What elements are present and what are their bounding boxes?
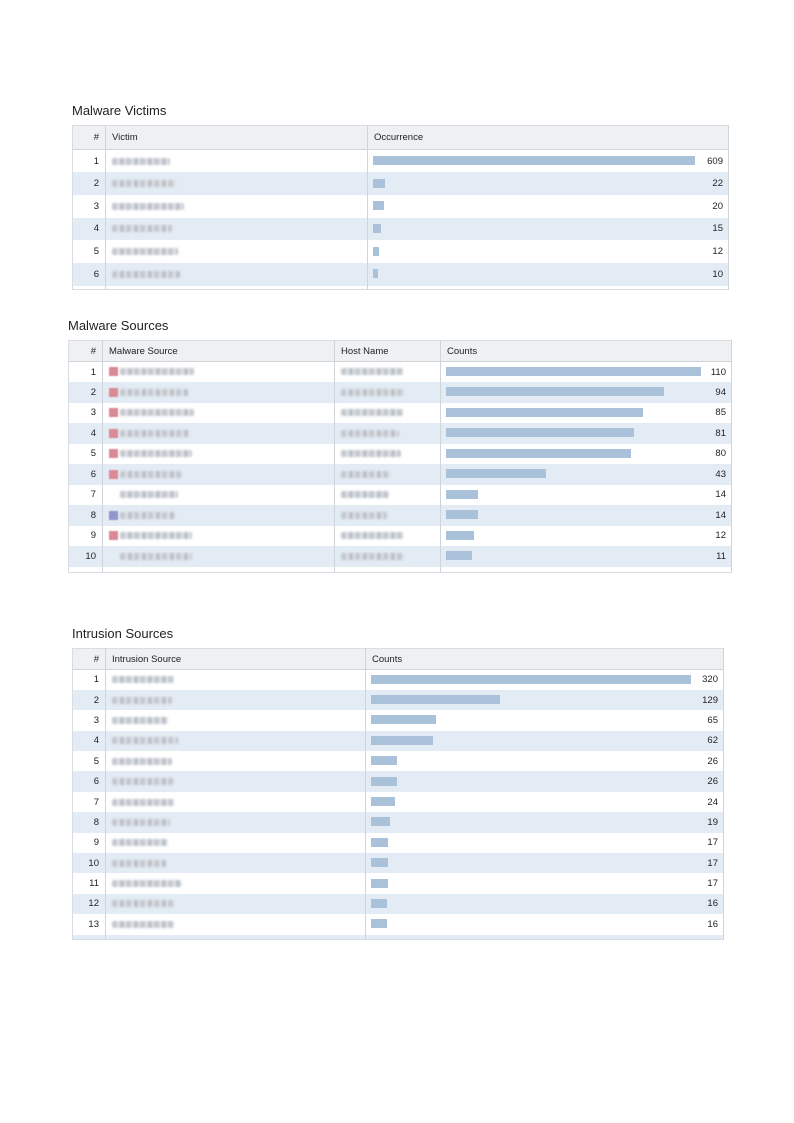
malware-source-cell[interactable] xyxy=(103,464,335,485)
count-cell xyxy=(366,751,724,771)
redacted-text xyxy=(120,532,192,539)
count-value: 12 xyxy=(712,246,723,258)
row-index: 8 xyxy=(69,505,103,526)
host-name-cell[interactable] xyxy=(335,505,441,526)
count-bar xyxy=(446,469,546,478)
column-header-victim[interactable]: Victim xyxy=(106,126,368,150)
redacted-text xyxy=(341,450,401,457)
redacted-text xyxy=(112,697,172,704)
count-cell xyxy=(366,792,724,812)
count-bar xyxy=(446,387,664,396)
redacted-text xyxy=(341,409,403,416)
redacted-text xyxy=(112,180,176,187)
column-header-index[interactable]: # xyxy=(69,341,103,362)
row-index: 11 xyxy=(73,873,106,893)
host-name-cell[interactable] xyxy=(335,382,441,403)
victim-cell[interactable] xyxy=(106,263,368,286)
victim-cell[interactable] xyxy=(106,150,368,173)
intrusion-source-cell[interactable] xyxy=(106,751,366,771)
row-index: 5 xyxy=(73,751,106,771)
count-value: 17 xyxy=(707,878,718,890)
count-bar xyxy=(373,224,381,233)
row-index: 6 xyxy=(73,263,106,286)
count-cell xyxy=(441,464,732,485)
table-row[interactable] xyxy=(69,444,732,465)
table-row[interactable] xyxy=(69,526,732,547)
redacted-text xyxy=(112,921,174,928)
count-cell xyxy=(441,362,732,383)
column-header-intrusion-source[interactable]: Intrusion Source xyxy=(106,649,366,670)
row-index: 10 xyxy=(69,546,103,567)
count-cell xyxy=(441,423,732,444)
redacted-text xyxy=(112,778,174,785)
count-bar xyxy=(373,156,695,165)
count-value: 20 xyxy=(712,200,723,212)
count-cell xyxy=(366,853,724,873)
host-name-cell[interactable] xyxy=(335,464,441,485)
column-header-index[interactable]: # xyxy=(73,126,106,150)
count-bar xyxy=(371,858,388,867)
host-name-cell[interactable] xyxy=(335,546,441,567)
row-index: 13 xyxy=(73,914,106,934)
intrusion-source-cell[interactable] xyxy=(106,873,366,893)
count-bar xyxy=(371,899,387,908)
redacted-text xyxy=(112,860,166,867)
table-row[interactable] xyxy=(73,690,724,710)
table-row[interactable] xyxy=(73,853,724,873)
malware-source-cell[interactable] xyxy=(103,362,335,383)
intrusion-source-cell[interactable] xyxy=(106,731,366,751)
count-cell xyxy=(441,505,732,526)
intrusion-source-cell[interactable] xyxy=(106,894,366,914)
redacted-text xyxy=(120,368,194,375)
count-cell xyxy=(441,444,732,465)
table-row[interactable] xyxy=(73,894,724,914)
redacted-text xyxy=(341,389,405,396)
intrusion-source-cell[interactable] xyxy=(106,690,366,710)
redacted-text xyxy=(120,471,182,478)
row-index: 2 xyxy=(73,172,106,195)
count-value: 129 xyxy=(702,694,718,706)
row-index: 10 xyxy=(73,853,106,873)
table-row[interactable] xyxy=(73,731,724,751)
redacted-text xyxy=(120,450,192,457)
table-row[interactable] xyxy=(69,485,732,506)
intrusion-source-cell[interactable] xyxy=(106,914,366,934)
table-row[interactable] xyxy=(73,172,729,195)
count-bar xyxy=(371,919,387,928)
table-row[interactable] xyxy=(69,464,732,485)
country-flag-icon xyxy=(109,408,118,417)
count-cell xyxy=(441,403,732,424)
count-value: 26 xyxy=(707,776,718,788)
count-value: 16 xyxy=(707,898,718,910)
redacted-text xyxy=(120,512,176,519)
host-name-cell[interactable] xyxy=(335,526,441,547)
malware-sources-table xyxy=(68,340,732,573)
table-row[interactable] xyxy=(73,751,724,771)
intrusion-source-cell[interactable] xyxy=(106,670,366,690)
table-row[interactable] xyxy=(73,833,724,853)
row-index: 1 xyxy=(69,362,103,383)
row-index: 8 xyxy=(73,812,106,832)
count-bar xyxy=(446,490,478,499)
count-bar xyxy=(371,736,433,745)
column-header-counts[interactable]: Counts xyxy=(366,649,724,670)
row-index: 7 xyxy=(69,485,103,506)
row-index: 2 xyxy=(73,690,106,710)
malware-source-cell[interactable] xyxy=(103,382,335,403)
count-cell xyxy=(441,546,732,567)
redacted-text xyxy=(341,553,403,560)
row-index: 2 xyxy=(69,382,103,403)
row-index: 5 xyxy=(73,240,106,263)
count-cell xyxy=(366,873,724,893)
count-bar xyxy=(446,367,701,376)
truncated-row xyxy=(69,567,732,573)
table-row[interactable] xyxy=(73,670,724,690)
count-cell xyxy=(366,894,724,914)
count-value: 11 xyxy=(716,550,726,562)
count-cell xyxy=(441,485,732,506)
count-bar xyxy=(446,408,643,417)
redacted-text xyxy=(112,799,174,806)
table-row[interactable] xyxy=(69,403,732,424)
count-bar xyxy=(371,817,390,826)
table-row[interactable] xyxy=(69,546,732,567)
column-header-malware-source[interactable]: Malware Source xyxy=(103,341,335,362)
column-header-counts[interactable]: Counts xyxy=(441,341,732,362)
redacted-text xyxy=(112,880,182,887)
table-row[interactable] xyxy=(73,195,729,218)
count-cell xyxy=(366,710,724,730)
count-bar xyxy=(373,201,384,210)
count-cell xyxy=(368,240,729,263)
redacted-text xyxy=(112,271,180,278)
malware-source-cell[interactable] xyxy=(103,403,335,424)
count-cell xyxy=(441,526,732,547)
malware-victims-table xyxy=(72,125,729,290)
count-value: 320 xyxy=(702,674,718,686)
count-value: 17 xyxy=(707,837,718,849)
row-index: 6 xyxy=(73,771,106,791)
count-value: 19 xyxy=(707,816,718,828)
count-value: 24 xyxy=(707,796,718,808)
redacted-text xyxy=(341,471,391,478)
malware-source-cell[interactable] xyxy=(103,546,335,567)
count-cell xyxy=(368,150,729,173)
table-row[interactable] xyxy=(73,873,724,893)
count-value: 80 xyxy=(715,448,726,460)
country-flag-icon xyxy=(109,367,118,376)
count-bar xyxy=(371,838,388,847)
country-flag-icon xyxy=(109,511,118,520)
count-bar xyxy=(371,756,397,765)
count-cell xyxy=(368,263,729,286)
host-name-cell[interactable] xyxy=(335,362,441,383)
intrusion-source-cell[interactable] xyxy=(106,812,366,832)
country-flag-icon xyxy=(109,449,118,458)
redacted-text xyxy=(120,389,188,396)
host-name-cell[interactable] xyxy=(335,423,441,444)
victim-cell[interactable] xyxy=(106,172,368,195)
count-bar xyxy=(371,675,691,684)
count-bar xyxy=(373,247,379,256)
row-index: 1 xyxy=(73,150,106,173)
redacted-text xyxy=(120,430,190,437)
victim-cell[interactable] xyxy=(106,218,368,241)
malware-source-cell[interactable] xyxy=(103,526,335,547)
table-row[interactable] xyxy=(73,914,724,934)
redacted-text xyxy=(112,158,170,165)
intrusion-source-cell[interactable] xyxy=(106,833,366,853)
redacted-text xyxy=(112,248,178,255)
count-value: 43 xyxy=(715,468,726,480)
redacted-text xyxy=(120,553,192,560)
country-flag-icon xyxy=(109,552,118,561)
row-index: 3 xyxy=(73,710,106,730)
count-bar xyxy=(371,797,395,806)
intrusion-source-cell[interactable] xyxy=(106,771,366,791)
table-row[interactable] xyxy=(73,812,724,832)
country-flag-icon xyxy=(109,531,118,540)
malware-victims-section xyxy=(72,103,729,290)
column-header-host-name[interactable]: Host Name xyxy=(335,341,441,362)
row-index: 4 xyxy=(69,423,103,444)
count-bar xyxy=(371,715,436,724)
malware-sources-title: Malware Sources xyxy=(68,318,169,333)
count-bar xyxy=(371,879,388,888)
redacted-text xyxy=(112,717,168,724)
count-value: 15 xyxy=(712,223,723,235)
count-cell xyxy=(366,690,724,710)
count-value: 65 xyxy=(707,714,718,726)
intrusion-sources-title: Intrusion Sources xyxy=(72,626,174,641)
count-value: 85 xyxy=(715,407,726,419)
count-value: 81 xyxy=(715,427,726,439)
redacted-text xyxy=(112,225,172,232)
host-name-cell[interactable] xyxy=(335,485,441,506)
redacted-text xyxy=(112,758,172,765)
table-row[interactable] xyxy=(69,505,732,526)
redacted-text xyxy=(341,512,387,519)
count-value: 16 xyxy=(707,918,718,930)
malware-source-cell[interactable] xyxy=(103,444,335,465)
count-cell xyxy=(368,195,729,218)
count-bar xyxy=(371,777,397,786)
row-index: 6 xyxy=(69,464,103,485)
count-value: 110 xyxy=(710,366,726,378)
count-cell xyxy=(441,382,732,403)
table-row[interactable] xyxy=(69,362,732,383)
count-cell xyxy=(366,670,724,690)
column-header-index[interactable]: # xyxy=(73,649,106,670)
truncated-row xyxy=(73,935,724,940)
redacted-text xyxy=(120,491,178,498)
count-value: 17 xyxy=(707,857,718,869)
row-index: 3 xyxy=(73,195,106,218)
count-bar xyxy=(446,551,472,560)
table-row[interactable] xyxy=(73,150,729,173)
redacted-text xyxy=(112,737,178,744)
country-flag-icon xyxy=(109,429,118,438)
malware-sources-section xyxy=(68,318,732,573)
redacted-text xyxy=(112,900,174,907)
count-value: 10 xyxy=(712,268,723,280)
row-index: 9 xyxy=(69,526,103,547)
count-cell xyxy=(366,731,724,751)
redacted-text xyxy=(112,203,184,210)
malware-source-cell[interactable] xyxy=(103,485,335,506)
redacted-text xyxy=(112,839,168,846)
count-value: 62 xyxy=(707,735,718,747)
count-value: 12 xyxy=(715,530,726,542)
host-name-cell[interactable] xyxy=(335,444,441,465)
row-index: 4 xyxy=(73,731,106,751)
victim-cell[interactable] xyxy=(106,195,368,218)
count-cell xyxy=(366,914,724,934)
row-index: 3 xyxy=(69,403,103,424)
count-cell xyxy=(368,172,729,195)
count-bar xyxy=(373,179,385,188)
table-row[interactable] xyxy=(73,710,724,730)
table-row[interactable] xyxy=(73,240,729,263)
redacted-text xyxy=(341,430,399,437)
count-value: 26 xyxy=(707,755,718,767)
country-flag-icon xyxy=(109,490,118,499)
malware-source-cell[interactable] xyxy=(103,423,335,444)
table-row[interactable] xyxy=(73,771,724,791)
count-value: 14 xyxy=(715,489,726,501)
redacted-text xyxy=(341,491,389,498)
row-index: 1 xyxy=(73,670,106,690)
intrusion-source-cell[interactable] xyxy=(106,792,366,812)
count-cell xyxy=(366,771,724,791)
country-flag-icon xyxy=(109,470,118,479)
table-row[interactable] xyxy=(73,218,729,241)
count-cell xyxy=(368,218,729,241)
count-bar xyxy=(373,269,378,278)
count-value: 609 xyxy=(707,155,723,167)
count-value: 94 xyxy=(715,386,726,398)
table-row[interactable] xyxy=(73,792,724,812)
count-bar xyxy=(446,531,474,540)
host-name-cell[interactable] xyxy=(335,403,441,424)
row-index: 12 xyxy=(73,894,106,914)
row-index: 7 xyxy=(73,792,106,812)
redacted-text xyxy=(341,532,403,539)
table-row[interactable] xyxy=(69,382,732,403)
count-bar xyxy=(446,428,634,437)
row-index: 4 xyxy=(73,218,106,241)
row-index: 5 xyxy=(69,444,103,465)
malware-source-cell[interactable] xyxy=(103,505,335,526)
intrusion-source-cell[interactable] xyxy=(106,710,366,730)
table-row[interactable] xyxy=(69,423,732,444)
redacted-text xyxy=(112,676,174,683)
redacted-text xyxy=(341,368,403,375)
row-index: 9 xyxy=(73,833,106,853)
count-value: 14 xyxy=(715,509,726,521)
count-cell xyxy=(366,812,724,832)
count-cell xyxy=(366,833,724,853)
malware-victims-title: Malware Victims xyxy=(72,103,167,118)
count-value: 22 xyxy=(712,178,723,190)
intrusion-sources-section xyxy=(72,626,724,940)
intrusion-source-cell[interactable] xyxy=(106,853,366,873)
country-flag-icon xyxy=(109,388,118,397)
redacted-text xyxy=(120,409,194,416)
intrusion-sources-table xyxy=(72,648,724,940)
redacted-text xyxy=(112,819,170,826)
count-bar xyxy=(446,510,478,519)
truncated-row xyxy=(73,286,729,290)
count-bar xyxy=(371,695,500,704)
table-row[interactable] xyxy=(73,263,729,286)
count-bar xyxy=(446,449,631,458)
column-header-occurrence[interactable]: Occurrence xyxy=(368,126,729,150)
victim-cell[interactable] xyxy=(106,240,368,263)
